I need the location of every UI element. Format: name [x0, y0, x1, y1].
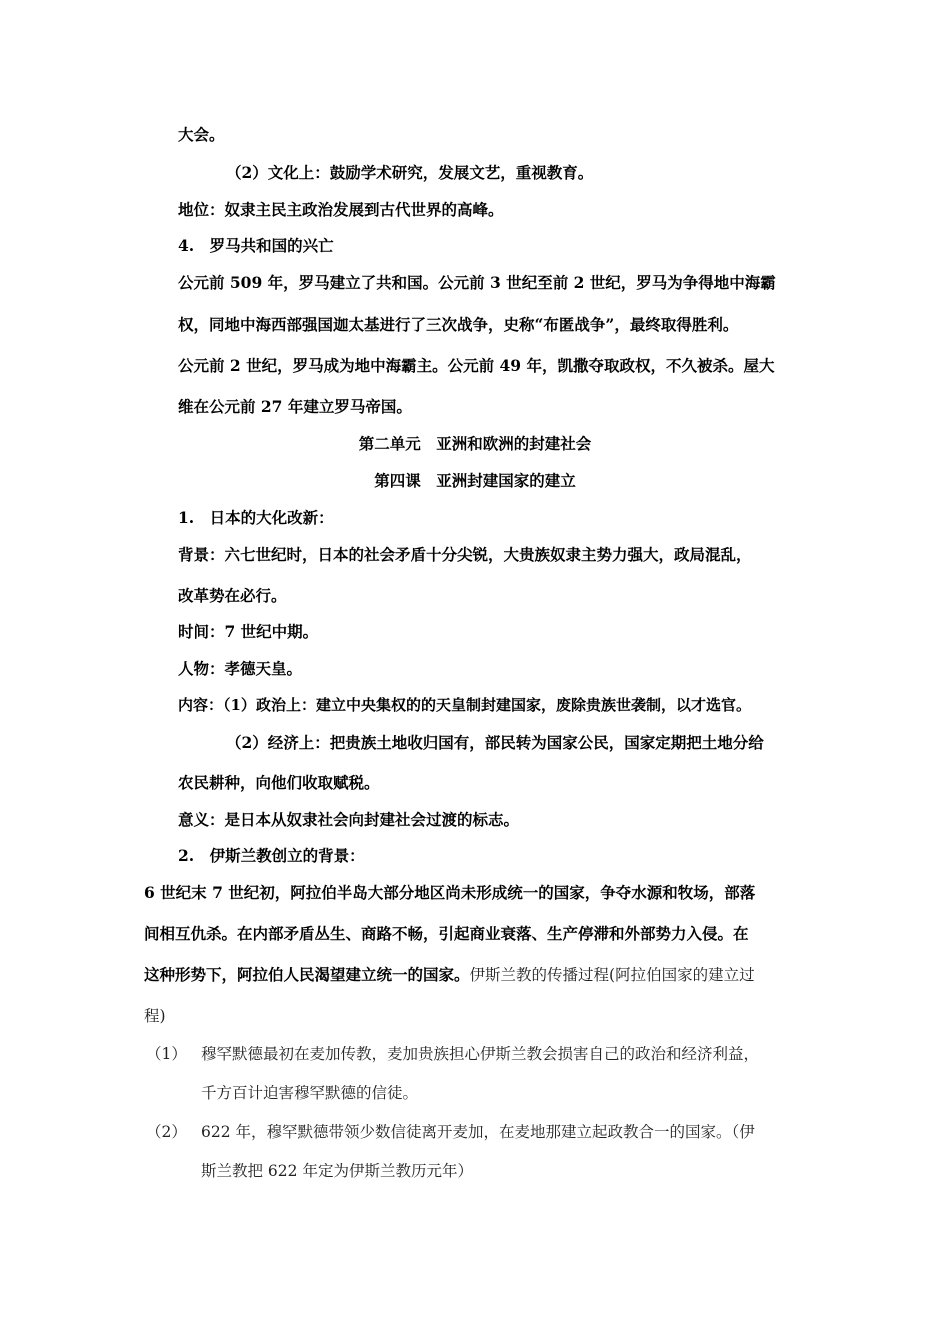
text-line: 地位：奴隶主民主政治发展到古代世界的高峰。 [178, 200, 504, 219]
section-heading: 2. 伊斯兰教创立的背景： [178, 846, 365, 865]
section-heading: 1. 日本的大化改新： [178, 508, 334, 527]
text-line: 6 世纪末 7 世纪初，阿拉伯半岛大部分地区尚未形成统一的国家，争夺水源和牧场，部落 [144, 883, 756, 902]
text-line: 间相互仇杀。在内部矛盾丛生、商路不畅，引起商业衰落、生产停滞和外部势力入侵。在 [144, 924, 749, 943]
text-line: 人物：孝德天皇。 [178, 659, 303, 678]
list-item: 穆罕默德最初在麦加传教，麦加贵族担心伊斯兰教会损害自己的政治和经济利益， [201, 1045, 760, 1063]
text-line: 时间：7 世纪中期。 [178, 622, 319, 641]
text-line: 农民耕种，向他们收取赋税。 [178, 773, 380, 792]
text-line: 背景：六七世纪时，日本的社会矛盾十分尖锐，大贵族奴隶主势力强大，政局混乱， [178, 545, 752, 564]
text-line: 意义：是日本从奴隶社会向封建社会过渡的标志。 [178, 810, 520, 829]
text-line: 权，同地中海西部强国迦太基进行了三次战争，史称“布匿战争”，最终取得胜利。 [178, 315, 739, 334]
text-line: （2）经济上：把贵族土地收归国有，部民转为国家公民，国家定期把土地分给 [226, 733, 764, 752]
text-line: 公元前 509 年，罗马建立了共和国。公元前 3 世纪至前 2 世纪，罗马为争得地中海霸 [178, 273, 776, 292]
text-normal-run: 伊斯兰教的传播过程(阿拉伯国家的建立过 [469, 966, 755, 984]
text-line: （2）文化上：鼓励学术研究，发展文艺，重视教育。 [226, 163, 594, 182]
unit-title: 第二单元 亚洲和欧洲的封建社会 [358, 434, 592, 453]
list-item: 斯兰教把 622 年定为伊斯兰教历元年） [201, 1162, 473, 1180]
text-line [144, 965, 755, 985]
text-line: 程) [144, 1007, 166, 1025]
list-marker: （2） [146, 1123, 187, 1141]
text-line: 公元前 2 世纪，罗马成为地中海霸主。公元前 49 年，凯撒夺取政权，不久被杀。屋大 [178, 356, 775, 375]
section-heading: 4. 罗马共和国的兴亡 [178, 236, 334, 255]
text-line: 改革势在必行。 [178, 586, 287, 605]
text-line: 大会。 [178, 125, 225, 144]
list-item: 千方百计迫害穆罕默德的信徒。 [201, 1084, 419, 1102]
list-item: 622 年，穆罕默德带领少数信徒离开麦加，在麦地那建立起政教合一的国家。（伊 [201, 1123, 755, 1141]
text-bold-run: 这种形势下，阿拉伯人民渴望建立统一的国家。 [144, 965, 470, 984]
list-marker: （1） [146, 1045, 187, 1063]
lesson-title: 第四课 亚洲封建国家的建立 [374, 471, 576, 490]
text-line: 内容：（1）政治上：建立中央集权的的天皇制封建国家，废除贵族世袭制，以才选官。 [178, 696, 751, 714]
text-line: 维在公元前 27 年建立罗马帝国。 [178, 397, 412, 416]
